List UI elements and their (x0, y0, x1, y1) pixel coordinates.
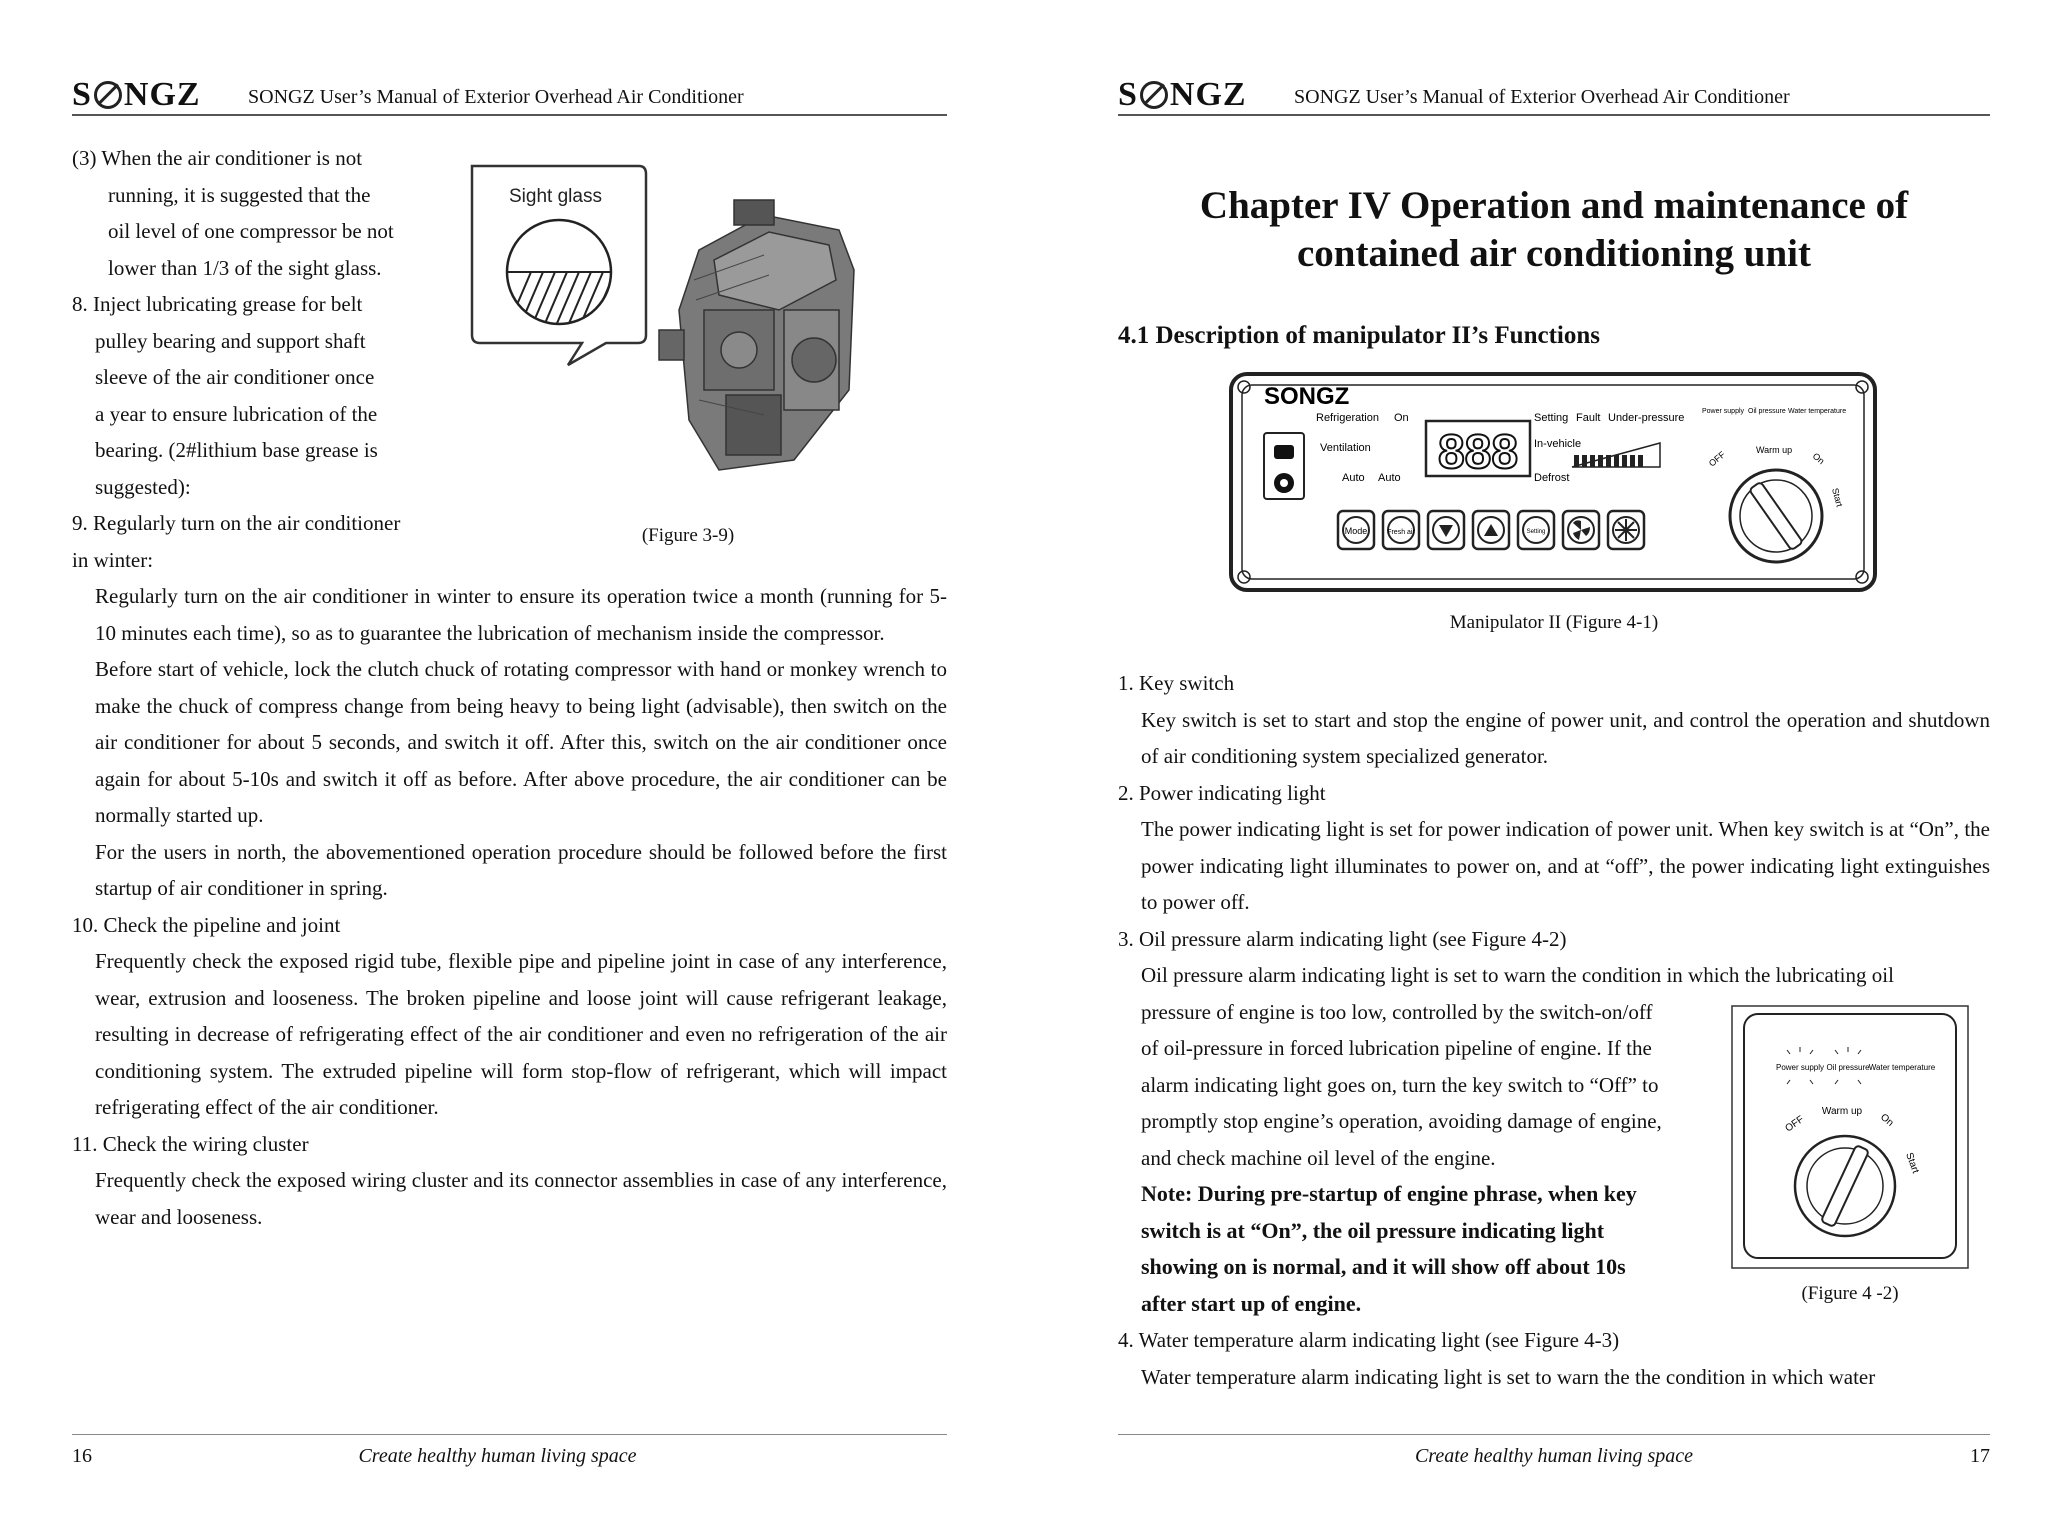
item3-line2: running, it is suggested that the (108, 182, 371, 207)
panel-label-auto2: Auto (1378, 471, 1401, 484)
item3-line3: of oil-pressure in forced lubrication pipeline of engine. If the (1141, 1036, 1652, 1060)
compressor-illustration (464, 160, 884, 490)
panel-label-defrost: Defrost (1534, 471, 1570, 484)
panel-label-under-pressure: Under-pressure (1608, 411, 1685, 424)
item2-heading: 2. Power indicating light (1118, 780, 1326, 805)
panel-display: 888 (1437, 425, 1519, 479)
chapter-title (1118, 182, 1990, 278)
footer-slogan: Create healthy human living space (358, 1445, 637, 1467)
fig42-water-temp: Water temperature (1868, 1062, 1936, 1072)
item3-line4: lower than 1/3 of the sight glass. (108, 255, 382, 280)
songz-logo: S NGZ (1118, 76, 1247, 113)
section-title: 4.1 Description of manipulator II’s Functions (1118, 322, 1600, 349)
manipulator-caption: Manipulator II (Figure 4-1) (1449, 611, 1659, 633)
figure-4-2-caption: (Figure 4 -2) (1801, 1282, 1899, 1304)
sight-glass-label: Sight glass (509, 186, 602, 207)
footer-slogan: Create healthy human living space (1414, 1445, 1694, 1467)
fig42-warm-up: Warm up (1821, 1105, 1863, 1117)
item11-text: Frequently check the exposed wiring cluster and its connector assemblies in case of any interference, wear and looseness. (95, 1168, 947, 1229)
note-line3: showing on is normal, and it will show off about 10s (1141, 1254, 1626, 1279)
fig42-off: OFF (1783, 1113, 1807, 1134)
item3-line1: (3) When the air conditioner is not (72, 146, 363, 170)
para-winter-operation: Regularly turn on the air conditioner in winter to ensure its operation twice a month (running for 5-10 minutes each time), so as to guarantee the lubrication of mechanism inside the compressor. (95, 584, 947, 645)
panel-label-setting: Setting (1534, 411, 1569, 424)
songz-logo: S NGZ (72, 76, 201, 113)
item3-line3: oil level of one compressor be not (108, 219, 394, 243)
item8-line4: a year to ensure lubrication of the (95, 401, 378, 426)
left-page (72, 0, 947, 1536)
item3-line2: pressure of engine is too low, controlled by the switch-on/off (1141, 999, 1653, 1024)
page-footer (72, 1434, 947, 1475)
fig42-on: On (1878, 1111, 1896, 1129)
panel-fresh-label: Fresh air (1387, 528, 1415, 536)
item4-heading: 4. Water temperature alarm indicating light (see Figure 4-3) (1118, 1328, 1620, 1352)
panel-label-refrigeration: Refrigeration (1316, 411, 1379, 424)
fig42-start: Start (1903, 1150, 1921, 1175)
panel-label-in-vehicle: In-vehicle (1534, 437, 1582, 450)
chapter-title-line2: contained air conditioning unit (1297, 232, 1811, 275)
panel-label-on: On (1394, 411, 1409, 424)
note-line1: Note: During pre-startup of engine phrase, when key (1141, 1181, 1637, 1206)
panel-setting-label: Setting (1526, 528, 1546, 535)
item3-line4: alarm indicating light goes on, turn the key switch to “Off” to (1141, 1072, 1659, 1097)
page-header (72, 74, 947, 116)
right-page (1118, 0, 1990, 1536)
item1-text: Key switch is set to start and stop the engine of power unit, and control the operation and shutdown of air conditioning system specialized generator. (1141, 707, 1990, 768)
item8-line5: bearing. (2#lithium base grease is (95, 438, 378, 462)
panel-brand: SONGZ (1264, 382, 1350, 410)
item2-text: The power indicating light is set for power indication of power unit. When key switch is at “On”, the power indicating light illuminates to power on, and at “off”, the power indicating light extinguishes to power off. (1141, 817, 1990, 914)
panel-label-power-supply: Power supply (1702, 407, 1745, 415)
para-before-start: Before start of vehicle, lock the clutch chuck of rotating compressor with hand or monkey wrench to make the chuck of compress change from being heavy to being light (advisable), then switch on the air conditioner for about 5 seconds, and switch it off. After this, switch on the air conditioner once again for about 5-10s and switch it off as before. After above procedure, the air conditioner can be normally started up. (95, 657, 947, 827)
manipulator-panel-figure (1228, 371, 1878, 593)
item10-text: Frequently check the exposed rigid tube, flexible pipe and pipeline joint in case of any interference, wear, extrusion and looseness. The broken pipeline and loose joint will cause refrigerant leakage, resulting in decrease of refrigerating effect of the air conditioner and even no refrigeration of the air conditioning system. The extruded pipeline will form stop-flow of refrigerant, which will impact refrigerating effect of the air conditioner. (95, 949, 947, 1119)
item8-line1: 8. Inject lubricating grease for belt (72, 292, 363, 316)
page-number: 17 (1970, 1445, 1990, 1467)
item9-heading-line1: 9. Regularly turn on the air conditioner (72, 511, 401, 535)
panel-key-start: Start (1830, 486, 1845, 508)
panel-mode-label: Mode (1344, 525, 1368, 536)
item3-line5: promptly stop engine’s operation, avoiding damage of engine, (1141, 1109, 1662, 1133)
item4-text: Water temperature alarm indicating light is set to warn the the condition in which water (1141, 1364, 1876, 1389)
item8-line6: suggested): (95, 474, 191, 499)
figure-4-2 (1730, 1004, 1970, 1304)
page-footer (1118, 1434, 1990, 1475)
item10-heading: 10. Check the pipeline and joint (72, 912, 341, 937)
para-north-users: For the users in north, the abovementioned operation procedure should be followed before the first startup of air conditioner in spring. (95, 839, 947, 900)
panel-label-oil-pressure: Oil pressure (1748, 407, 1786, 415)
item3-heading: 3. Oil pressure alarm indicating light (see Figure 4-2) (1118, 926, 1567, 951)
note-line4: after start up of engine. (1141, 1290, 1362, 1316)
panel-toggle-button[interactable] (1274, 445, 1294, 459)
item1-heading: 1. Key switch (1118, 671, 1235, 695)
figure-3-9-caption: (Figure 3-9) (641, 525, 735, 546)
item11-heading: 11. Check the wiring cluster (72, 1131, 309, 1156)
panel-key-warm-up: Warm up (1756, 444, 1793, 455)
fan-speed-icon (1615, 519, 1637, 541)
page-header (1118, 74, 1990, 116)
note-line2: switch is at “On”, the oil pressure indicating light (1141, 1217, 1605, 1243)
panel-key-off: OFF (1706, 448, 1728, 469)
item9-heading-line2: in winter: (72, 547, 154, 572)
figure-3-9 (464, 160, 884, 546)
chapter-title-line1: Chapter IV Operation and maintenance of (1199, 184, 1909, 227)
panel-label-fault: Fault (1576, 411, 1601, 424)
header-title: SONGZ User’s Manual of Exterior Overhead Air Conditioner (248, 86, 744, 108)
header-title: SONGZ User’s Manual of Exterior Overhead Air Conditioner (1294, 86, 1790, 108)
item8-line3: sleeve of the air conditioner once (95, 365, 375, 389)
panel-label-auto1: Auto (1342, 471, 1365, 484)
item8-line2: pulley bearing and support shaft (95, 328, 366, 353)
manipulator-panel (1228, 371, 1878, 593)
item3-text-line1: Oil pressure alarm indicating light is set to warn the condition in which the lubricating oil (1141, 963, 1894, 987)
item3-line6: and check machine oil level of the engine. (1141, 1145, 1496, 1170)
page-number: 16 (72, 1445, 92, 1467)
fig42-oil-pressure: Oil pressure (1826, 1062, 1870, 1072)
panel-key-on: On (1810, 450, 1827, 466)
panel-label-ventilation: Ventilation (1320, 441, 1371, 454)
fig42-power-supply: Power supply (1775, 1062, 1825, 1072)
panel-label-water-temp: Water temperature (1788, 407, 1847, 415)
key-switch-detail (1730, 1004, 1970, 1270)
